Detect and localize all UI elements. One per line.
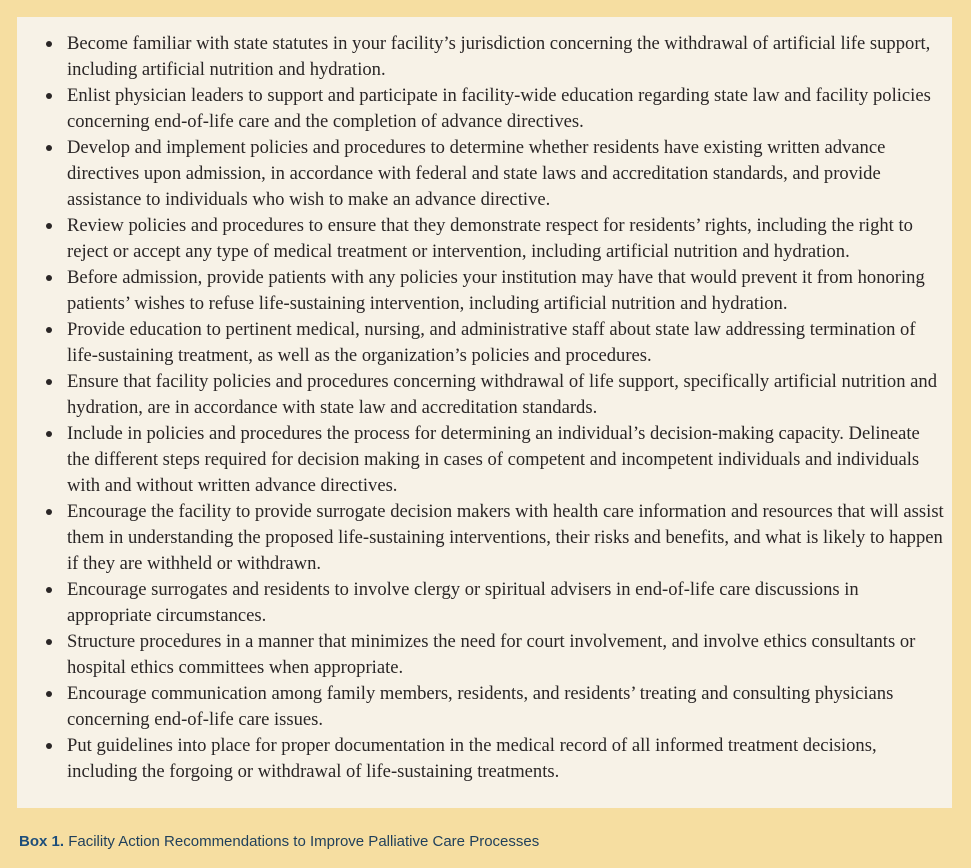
list-item bbox=[46, 265, 946, 317]
bullet-icon bbox=[46, 223, 52, 229]
list-item bbox=[46, 369, 946, 421]
list-item bbox=[46, 213, 946, 265]
bullet-icon bbox=[46, 509, 52, 515]
list-item-text: Encourage communication among family members, residents, and residents’ treating and consulting physicians concerning end-of-life care issues. bbox=[67, 683, 894, 730]
recommendations-list bbox=[46, 31, 946, 785]
bullet-icon bbox=[46, 431, 52, 437]
list-item-text: Include in policies and procedures the process for determining an individual’s decision-making capacity. Delineate the different steps required for decision making in cases of competent and incompetent individuals and individuals with and without written advance directives. bbox=[67, 423, 920, 496]
bullet-icon bbox=[46, 41, 52, 47]
box-caption bbox=[19, 832, 539, 852]
list-item-text: Provide education to pertinent medical, nursing, and administrative staff about state law addressing termination of life-sustaining treatment, as well as the organization’s policies and procedures. bbox=[67, 319, 916, 366]
list-item bbox=[46, 629, 946, 681]
list-item-text: Develop and implement policies and procedures to determine whether residents have existing written advance directives upon admission, in accordance with federal and state laws and accreditation standards, and provide assistance to individuals who wish to make an advance directive. bbox=[67, 137, 886, 210]
recommendations-panel bbox=[17, 17, 952, 808]
list-item bbox=[46, 135, 946, 213]
bullet-icon bbox=[46, 145, 52, 151]
list-item bbox=[46, 733, 946, 785]
list-item-text: Review policies and procedures to ensure that they demonstrate respect for residents’ rights, including the right to reject or accept any type of medical treatment or intervention, including artificial nutrition and hydration. bbox=[67, 215, 913, 262]
caption-label: Box 1. bbox=[19, 833, 65, 850]
list-item bbox=[46, 31, 946, 83]
caption-text: Facility Action Recommendations to Improve Palliative Care Processes bbox=[68, 833, 540, 850]
bullet-icon bbox=[46, 587, 52, 593]
bullet-icon bbox=[46, 327, 52, 333]
list-item bbox=[46, 499, 946, 577]
list-item-text: Structure procedures in a manner that minimizes the need for court involvement, and involve ethics consultants or hospital ethics committees when appropriate. bbox=[67, 631, 916, 678]
list-item-text: Enlist physician leaders to support and participate in facility-wide education regarding state law and facility policies concerning end-of-life care and the completion of advance directives. bbox=[67, 85, 931, 132]
list-item bbox=[46, 421, 946, 499]
list-item-text: Encourage the facility to provide surrogate decision makers with health care information and resources that will assist them in understanding the proposed life-sustaining interventions, their risks and benefits, and what is likely to happen if they are withheld or withdrawn. bbox=[67, 501, 944, 574]
list-item-text: Ensure that facility policies and procedures concerning withdrawal of life support, specifically artificial nutrition and hydration, are in accordance with state law and accreditation standards. bbox=[67, 371, 937, 418]
list-item-text: Before admission, provide patients with any policies your institution may have that would prevent it from honoring patients’ wishes to refuse life-sustaining intervention, including artificial nutrition and hydration. bbox=[67, 267, 925, 314]
bullet-icon bbox=[46, 379, 52, 385]
list-item bbox=[46, 681, 946, 733]
list-item-text: Put guidelines into place for proper documentation in the medical record of all informed treatment decisions, including the forgoing or withdrawal of life-sustaining treatments. bbox=[67, 735, 877, 782]
list-item-text: Become familiar with state statutes in your facility’s jurisdiction concerning the withdrawal of artificial life support, including artificial nutrition and hydration. bbox=[67, 33, 931, 80]
list-item-text: Encourage surrogates and residents to involve clergy or spiritual advisers in end-of-life care discussions in appropriate circumstances. bbox=[67, 579, 859, 626]
bullet-icon bbox=[46, 639, 52, 645]
list-item bbox=[46, 317, 946, 369]
list-item bbox=[46, 83, 946, 135]
bullet-icon bbox=[46, 743, 52, 749]
bullet-icon bbox=[46, 275, 52, 281]
bullet-icon bbox=[46, 691, 52, 697]
bullet-icon bbox=[46, 93, 52, 99]
list-item bbox=[46, 577, 946, 629]
